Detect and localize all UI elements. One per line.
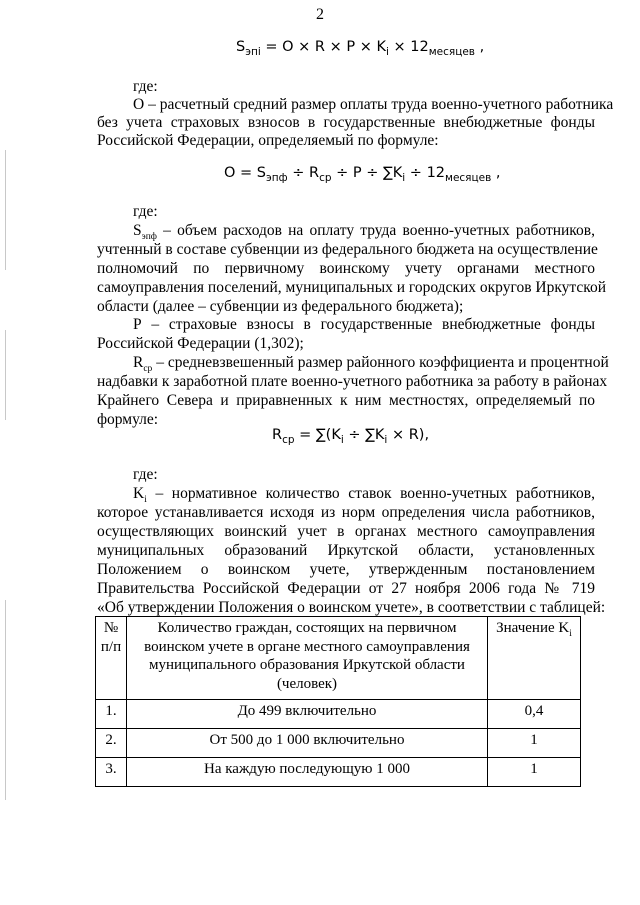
s-definition-line: полномочий по первичному воинскому учету органами местного	[97, 260, 595, 277]
where-label: где:	[133, 203, 158, 220]
r-definition-line: надбавки к заработной плате военно-учетного работника за работу в районах	[97, 373, 608, 390]
k-definition-line: $K_i$ – нормативное количество ставок военно-учетных работников,	[133, 485, 595, 505]
where-label: где:	[133, 78, 158, 95]
k-definition-line: которое устанавливается исходя из норм определения числа работников,	[97, 504, 595, 521]
header-value: Значение $K_i$	[488, 617, 581, 700]
s-definition-line: учтенный в составе субвенции из федерального бюджета на осуществление	[97, 241, 598, 258]
p-definition-line: Российской Федерации (1,302);	[97, 335, 304, 352]
scan-margin-mark	[5, 330, 6, 420]
coefficient-table	[95, 616, 581, 787]
row-range: От 500 до 1 000 включительно	[127, 729, 488, 758]
r-definition-line: Крайнего Севера и приравненных к ним местностях, определяемый по	[97, 392, 595, 409]
formula-average-salary: $O = S_{эпф} \div R_{ср} \div P \div \sum K_i \div 12_{месяцев}$ ,	[224, 165, 501, 184]
o-definition-line: О – расчетный средний размер оплаты труда военно-учетного работника	[133, 96, 614, 113]
row-value: 0,4	[488, 700, 581, 729]
k-definition-line: осуществляющих воинский учет в органах местного самоуправления	[97, 523, 595, 540]
o-definition-line: Российской Федерации, определяемый по формуле:	[97, 132, 439, 149]
formula-regional-coefficient: $R_{ср} = \sum(K_i \div \sum K_i \times R)$,	[272, 427, 430, 446]
formula-salary-expense: $S_{эпi} = O \times R \times P \times K_i \times 12_{месяцев}$ ,	[236, 39, 485, 58]
row-num: 3.	[96, 758, 127, 787]
r-definition-line: $R_{ср}$ – средневзвешенный размер районного коэффициента и процентной	[133, 354, 609, 374]
where-label: где:	[133, 466, 158, 483]
k-definition-line: Положением о воинском учете, утвержденным постановлением	[97, 561, 595, 578]
s-definition-line: самоуправления поселений, муниципальных и городских округов Иркутской	[97, 279, 607, 296]
row-range: На каждую последующую 1 000	[127, 758, 488, 787]
table-row	[96, 729, 581, 758]
k-definition-line: Правительства Российской Федерации от 27 ноября 2006 года № 719	[97, 580, 595, 597]
k-definition-line: «Об утверждении Положения о воинском учете», в соответствии с таблицей:	[97, 599, 606, 616]
s-definition-line: $S_{эпф}$ – объем расходов на оплату труда военно-учетных работников,	[133, 222, 595, 242]
row-value: 1	[488, 729, 581, 758]
s-definition-line: области (далее – субвенции из федерального бюджета);	[97, 298, 464, 315]
table-row	[96, 758, 581, 787]
table-row	[96, 700, 581, 729]
table-header-row	[96, 617, 581, 700]
row-value: 1	[488, 758, 581, 787]
row-num: 2.	[96, 729, 127, 758]
scan-margin-mark	[5, 600, 6, 800]
page-number: 2	[316, 6, 324, 23]
row-range: До 499 включительно	[127, 700, 488, 729]
k-definition-line: муниципальных образований Иркутской области, установленных	[97, 542, 595, 559]
scan-margin-mark	[5, 150, 6, 270]
p-definition-line: Р – страховые взносы в государственные внебюджетные фонды	[133, 316, 595, 333]
header-num: № п/п	[96, 617, 127, 700]
o-definition-line: без учета страховых взносов в государственные внебюджетные фонды	[97, 114, 595, 131]
header-count: Количество граждан, состоящих на первичном воинском учете в органе местного самоуправления муниципального образования Иркутской области (человек)	[127, 617, 488, 700]
row-num: 1.	[96, 700, 127, 729]
r-definition-line: формуле:	[97, 411, 159, 428]
